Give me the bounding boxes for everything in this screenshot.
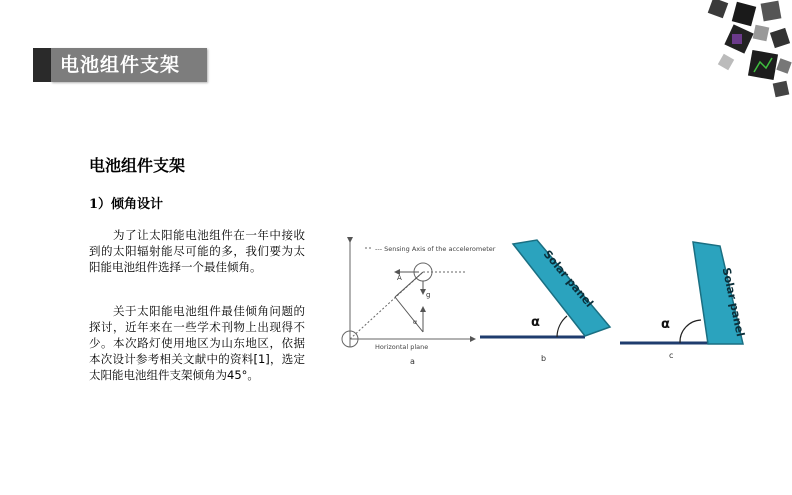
panel-b-label: Solar panel	[540, 247, 596, 310]
title-accent-block	[33, 48, 51, 82]
diagram-b-angle-label: α	[531, 315, 540, 330]
diagram-a	[342, 242, 496, 366]
corner-decoration	[692, 0, 792, 100]
diagram-c-caption: c	[669, 351, 674, 360]
diagram-b-caption: b	[541, 354, 547, 363]
panel-c-label: Solar panel	[719, 266, 747, 338]
diagram-a-angle-label: α	[413, 318, 418, 326]
diagram-b	[480, 240, 610, 363]
paragraph-detail: 关于太阳能电池组件最佳倾角问题的探讨，近年来在一些学术刊物上出现得不少。本次路灯使用地区为山东地区，依据本次设计参考相关文献中的资料[1]，选定太阳能电池组件支架倾角为45°。	[89, 304, 305, 382]
subsection-heading: 1）倾角设计	[89, 197, 164, 212]
vector-a-label: A	[397, 274, 402, 282]
slide-title: 电池组件支架	[51, 48, 207, 82]
section-heading: 电池组件支架	[89, 156, 186, 175]
sensing-axis-label: --- Sensing Axis of the accelerometer	[375, 245, 496, 253]
slide-title-bar	[33, 48, 207, 82]
diagram-c	[620, 242, 747, 360]
paragraph-intro: 为了让太阳能电池组件在一年中接收到的太阳辐射能尽可能的多，我们要为太阳能电池组件选择一个最佳倾角。	[89, 228, 305, 274]
diagram-c-angle-label: α	[661, 317, 670, 332]
horizontal-plane-label: Horizontal plane	[375, 343, 429, 351]
tilt-angle-figure	[335, 232, 755, 372]
vector-g-label: g	[426, 291, 431, 299]
diagram-a-caption: a	[410, 357, 415, 366]
